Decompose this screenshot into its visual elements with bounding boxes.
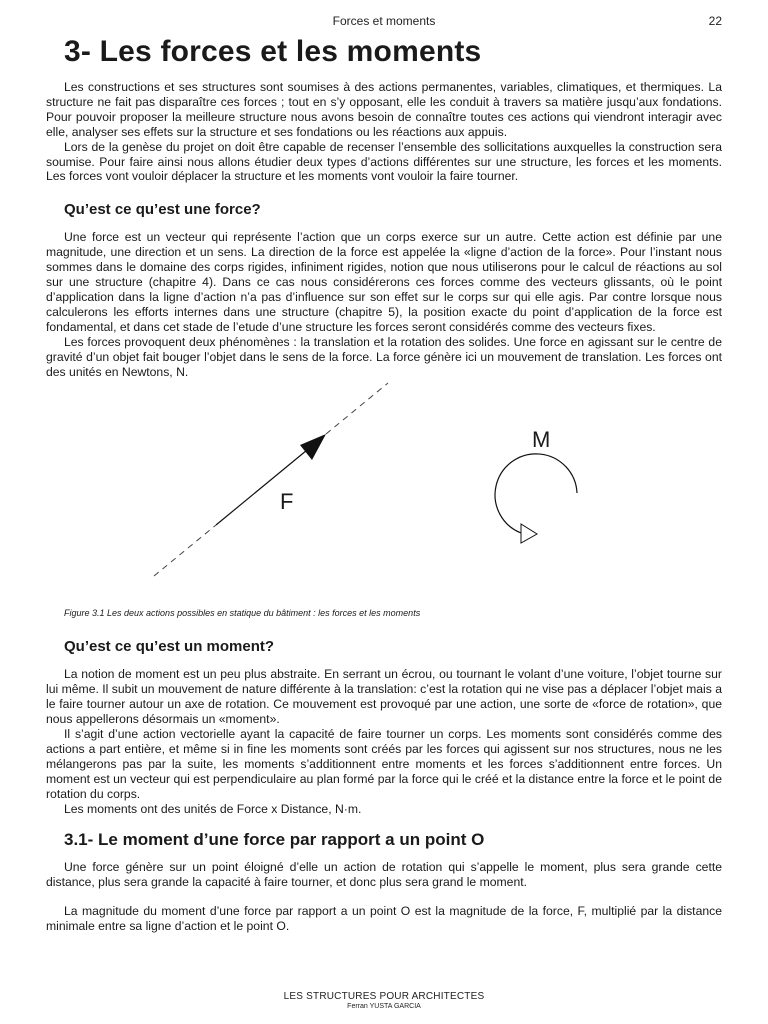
force-heading: Qu’est ce qu’est une force?: [64, 201, 261, 219]
moment-paragraph-3: Les moments ont des unités de Force x Distance, N·m.: [64, 801, 362, 816]
page-content: [46, 34, 722, 934]
moment-arrowhead: [521, 524, 537, 543]
force-vector-line: [216, 441, 318, 525]
force-label: F: [280, 489, 294, 515]
footer-author: Ferran YUSTA GARCIA: [347, 1003, 421, 1010]
figure-forces-moments: [46, 379, 722, 607]
moment-arc: [495, 454, 577, 533]
figure-drawing: [46, 379, 722, 607]
moment-label: M: [532, 427, 551, 453]
section-3-1-paragraph-2: La magnitude du moment d’une force par rapport a un point O est la magnitude de la force, F, multiplié par la distance minimale entre sa ligne d’action et le point O.: [46, 904, 722, 934]
running-title: Forces et moments: [332, 14, 436, 28]
moment-heading: Qu’est ce qu’est un moment?: [64, 638, 275, 656]
force-line-dashed-upper: [326, 383, 388, 434]
section-3-1-paragraph-1: Une force génère sur un point éloigné d’elle un action de rotation qui s’appelle le moment, plus sera grande cette distance, plus sera grande la capacité à faire tourner, et donc plus sera grand le moment.: [46, 860, 722, 890]
force-paragraph-1: Une force est un vecteur qui représente l’action que un corps exerce sur un autre. Cette action est définie par une magnitude, une direction et un sens. La direction de la force est appelée la «ligne d’action de la force». Pour l’instant nous sommes dans le domaine des corps rigides, infiniment rigides, notion que nous utiliserons pour le calcul de réactions au sol sur une structure (chapitre 4). Dans ce cas nous considérerons ces forces comme des vecteurs glissants, où le point d’application dans la ligne d’action n’a pas d’influence sur son effet sur le corps sur qui elle agis. Par contre lorsque nous calculerons les efforts internes dans une structure (chapitre 5), la position exacte du point d’application de la force est fondamental, et dans cet stade de l’etude d’une structure les forces seront considérés comme des vecteurs fixes.: [46, 230, 722, 334]
moment-paragraph-2: Il s’agit d’une action vectorielle ayant la capacité de faire tourner un corps. Les moments sont considérés comme des actions a part entière, et même si in fine les moments sont créés par les forces qui agissent sur nos structures, nous ne les mélangerons pas par la suite, les moments s’additionnent entre moments et les forces s’additionnent entre forces. Un moment est un vecteur qui est perpendiculaire au plan formé par la force qui le créé et la distance entre la force et le point de rotation du corps.: [46, 727, 722, 801]
moment-paragraph-1: La notion de moment est un peu plus abstraite. En serrant un écrou, ou tournant le volant d’une voiture, l’objet tourne sur lui même. Il subit un mouvement de nature différente à la translation: c’est la rotation qui ne vise pas a déplacer l’objet mais a le faire tourner autour un axe de rotation. Ce mouvement est provoqué par une action, une sorte de «force de rotation», que nous appellerons désormais un «moment».: [46, 667, 722, 727]
paragraph-spacer: [46, 890, 722, 904]
intro-paragraph-1: Les constructions et ses structures sont soumises à des actions permanentes, variables, climatiques, et thermiques. La structure ne fait pas disparaître ces forces ; tout en s’y opposant, elle les conduit à travers sa matière jusqu’aux fondations. Pour pouvoir proposer la meilleure structure nous avons besoin de connaître toutes ces actions qui viendront interagir avec elle, analyser ses effets sur la structure et ses fondations ou les réactions aux appuis.: [46, 80, 722, 139]
figure-caption: Figure 3.1 Les deux actions possibles en statique du bâtiment : les forces et les moments: [64, 608, 421, 619]
chapter-title: 3- Les forces et les moments: [64, 35, 482, 68]
section-heading-3-1: 3.1- Le moment d’une force par rapport a un point O: [64, 830, 485, 850]
intro-paragraph-2: Lors de la genèse du projet on doit être capable de recenser l’ensemble des sollicitations auxquelles la construction sera soumise. Pour faire ainsi nous allons étudier deux types d’actions différentes sur une structure, les forces et les moments. Les forces vont vouloir déplacer la structure et les moments vont vouloir la faire tourner.: [46, 139, 722, 184]
page-number: 22: [708, 14, 722, 28]
force-arrowhead: [300, 434, 326, 460]
force-paragraph-2: Les forces provoquent deux phénomènes : la translation et la rotation des solides. Une force en agissant sur le centre de gravité d’un objet fait bouger l’objet dans le sens de la force. La force génère ici un mouvement de translation. Les forces ont des unités en Newtons, N.: [46, 334, 722, 379]
force-line-dashed-lower: [154, 525, 216, 576]
footer-title: LES STRUCTURES POUR ARCHITECTES: [283, 991, 485, 1002]
